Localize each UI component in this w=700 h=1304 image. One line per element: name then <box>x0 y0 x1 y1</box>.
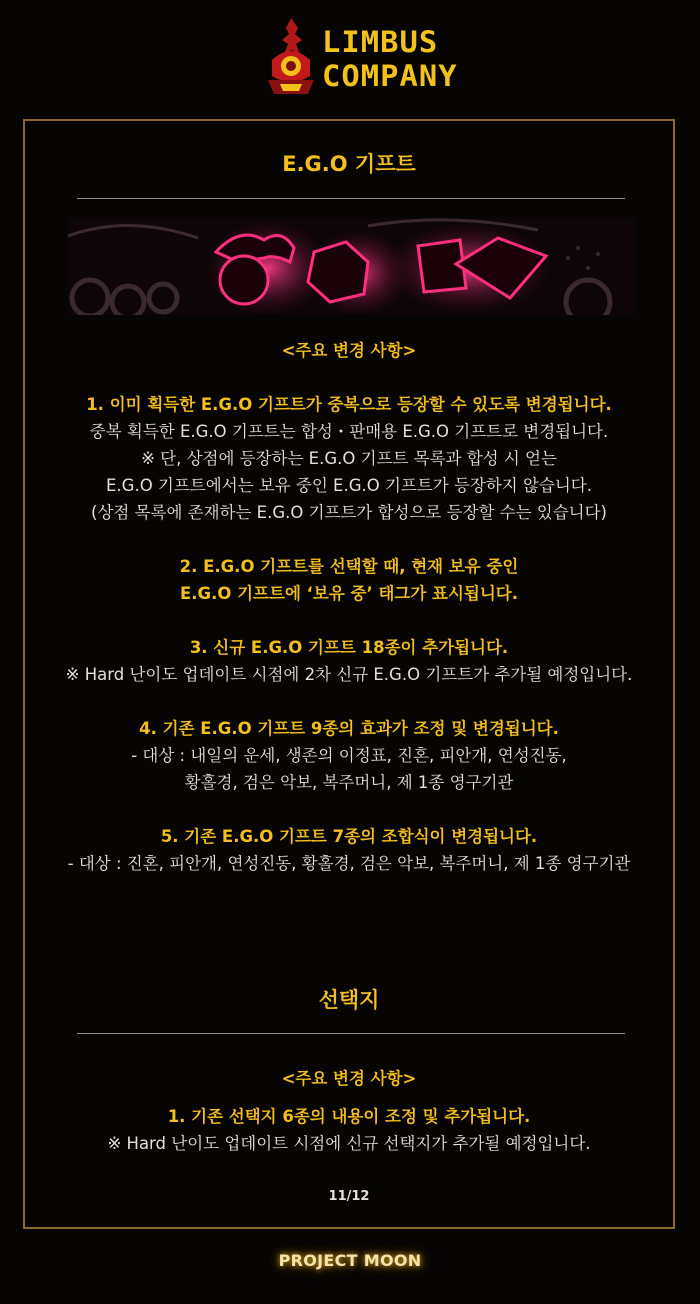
change-item-heading: 3. 신규 E.G.O 기프트 18종이 추가됩니다. <box>189 638 509 657</box>
change-item-detail: ※ 단, 상점에 등장하는 E.G.O 기프트 목록과 합성 시 얻는 <box>141 449 557 468</box>
logo-word-limbus: LIMBUS <box>322 25 439 59</box>
choice-changes <box>25 1065 673 1157</box>
section-title-choices: 선택지 <box>318 988 380 1012</box>
subheading-major-changes: <주요 변경 사항> <box>281 1069 417 1088</box>
change-item-detail: 황홀경, 검은 악보, 복주머니, 제 1종 영구기관 <box>184 773 514 792</box>
change-item-detail: - 대상 : 내일의 운세, 생존의 이정표, 진혼, 피안개, 연성진동, <box>131 746 567 765</box>
section-title-ego-gift: E.G.O 기프트 <box>282 152 416 176</box>
project-moon-logo: PROJECT MOON <box>278 1251 422 1270</box>
change-item-heading: E.G.O 기프트에 ‘보유 중’ 태그가 표시됩니다. <box>180 584 518 603</box>
change-item-detail: E.G.O 기프트에서는 보유 중인 E.G.O 기프트가 등장하지 않습니다. <box>106 476 592 495</box>
change-item-heading: 1. 기존 선택지 6종의 내용이 조정 및 추가됩니다. <box>167 1107 531 1126</box>
page-indicator: 11/12 <box>328 1189 370 1204</box>
section-divider <box>77 1033 625 1034</box>
subheading-major-changes: <주요 변경 사항> <box>281 341 417 360</box>
change-item-heading: 2. E.G.O 기프트를 선택할 때, 현재 보유 중인 <box>179 557 519 576</box>
limbus-company-logo <box>262 14 458 98</box>
ego-gift-changes <box>25 337 673 877</box>
change-item-heading: 5. 기존 E.G.O 기프트 7종의 조합식이 변경됩니다. <box>160 827 538 846</box>
patch-notes-panel <box>23 119 675 1229</box>
change-item-detail: 중복 획득한 E.G.O 기프트는 합성・판매용 E.G.O 기프트로 변경됩니다. <box>89 422 609 441</box>
section-divider <box>77 198 625 199</box>
change-item-detail: ※ Hard 난이도 업데이트 시점에 2차 신규 E.G.O 기프트가 추가될 예정입니다. <box>65 665 633 684</box>
change-item-detail: ※ Hard 난이도 업데이트 시점에 신규 선택지가 추가될 예정입니다. <box>107 1134 591 1153</box>
logo-word-company: COMPANY <box>322 59 458 93</box>
change-item-detail: - 대상 : 진혼, 피안개, 연성진동, 황홀경, 검은 악보, 복주머니, 제 1종 영구기관 <box>67 854 631 873</box>
change-item-heading: 4. 기존 E.G.O 기프트 9종의 효과가 조정 및 변경됩니다. <box>139 719 559 738</box>
change-item-heading: 1. 이미 획득한 E.G.O 기프트가 중복으로 등장할 수 있도록 변경됩니다. <box>86 395 612 414</box>
ego-gift-banner-art <box>68 218 635 315</box>
change-item-detail: (상점 목록에 존재하는 E.G.O 기프트가 합성으로 등장할 수는 있습니다) <box>91 503 607 522</box>
ego-gift-banner <box>68 218 635 315</box>
emblem-icon <box>262 14 320 98</box>
